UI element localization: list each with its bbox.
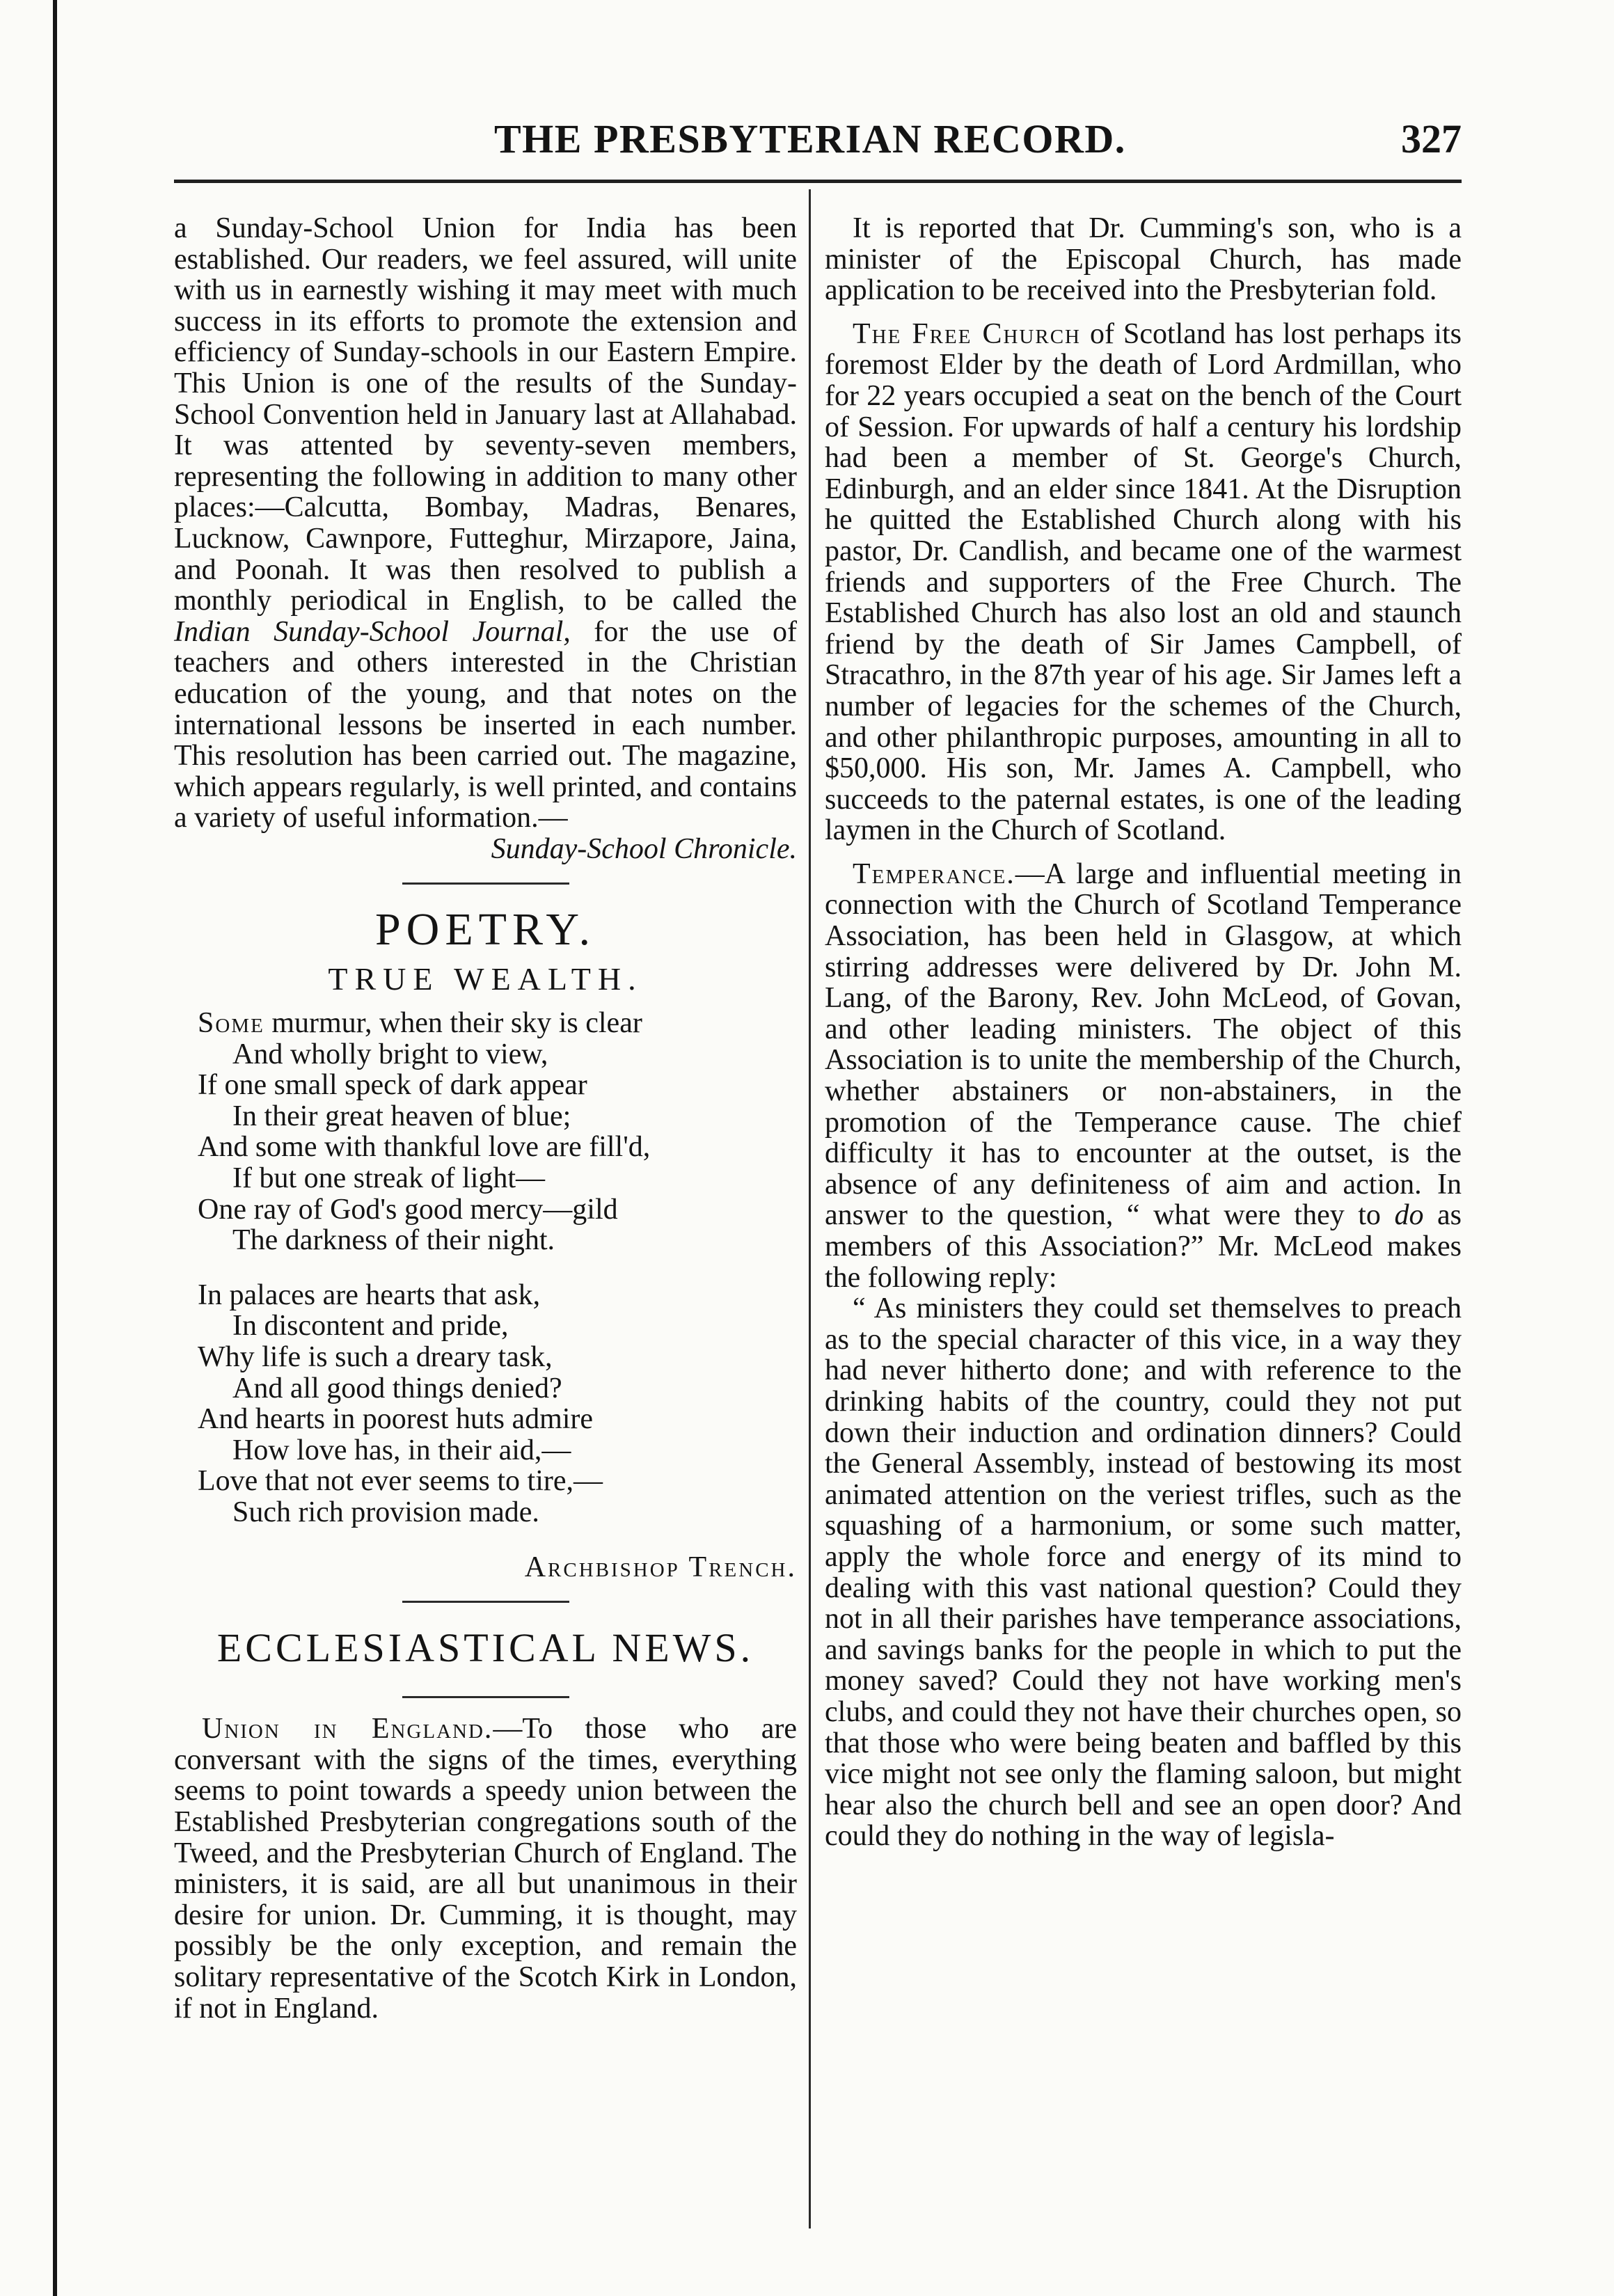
poem-line: And wholly bright to view, [232,1038,548,1070]
sunday-school-text: a Sunday-School Union for India has been established. Our readers, we feel assured, will unite with us in earnestly wishing it may meet with much success in its efforts to promote the extension and efficiency of Sunday-schools in our Eastern Empire. This Union is one of the results of the Sunday-School Convention held in January last at Allahabad. It was attented by seventy-seven members, representing the following in addition to many other places:—Calcutta, Bombay, Madras, Benares, Lucknow, Cawnpore, Futteghur, Mirzapore, Jaina, and Poonah. It was then resolved to publish a monthly periodical in English, to be called the [174,212,797,617]
poem-line: And some with thankful love are fill'd, [198,1131,651,1164]
left-column [174,213,797,2024]
poem-stanza-1 [198,1008,797,1256]
cumming-paragraph: It is reported that Dr. Cumming's son, who is a minister of the Episcopal Church, has made application to be received into the Presbyterian fold. [825,212,1462,307]
poem-line: In discontent and pride, [232,1310,509,1343]
union-paragraph [174,1713,797,2024]
journal-title: THE PRESBYTERIAN RECORD. [494,116,1126,161]
section-rule [402,1696,569,1698]
poem-stanza-2 [198,1280,797,1528]
union-text: —To those who are conversant with the signs of the times, everything seems to point towards a speedy union between the Established Presbyterian congregations south of the Tweed, and the Presbyterian Church of England. The ministers, it is said, are all but unanimous in their desire for union. Dr. Cumming, it is thought, may possibly be the only exception, and remain the solitary representative of the Scotch Kirk in London, if not in England. [174,1713,797,2025]
source-credit: Sunday-School Chronicle. [491,832,797,865]
right-column [825,213,1462,1852]
journal-name: Indian Sunday-School Journal, [174,615,571,648]
column-divider [809,189,811,2228]
ecclesiastical-news-heading: ECCLESIASTICAL NEWS. [216,1625,754,1671]
poem-line: In their great heaven of blue; [232,1100,571,1132]
poem-line: Why life is such a dreary task, [198,1341,553,1373]
section-rule [402,1601,569,1603]
running-head [167,111,1462,167]
binding-edge [53,0,57,2296]
union-lead: Union in England. [202,1713,493,1745]
poem-line: If but one streak of light— [232,1162,546,1195]
poem-line: In palaces are hearts that ask, [198,1278,541,1311]
free-church-paragraph [825,319,1462,846]
poetry-heading: POETRY. [374,904,596,956]
sunday-school-paragraph [174,213,797,834]
poem-line: If one small speck of dark appear [198,1069,587,1102]
poem-line: How love has, in their aid,— [232,1434,571,1466]
poem-first-word: Some [198,1007,264,1040]
temperance-text-end: as members of this Association?” Mr. McLeod makes the following reply: [825,1199,1462,1294]
poem-line: The darkness of their night. [232,1224,555,1257]
sunday-school-text-end: for the use of teachers and others interested in the Christian education of the young, and that notes on the international lessons be inserted in each number. This resolution has been carried out. The magazine, which appears regularly, is well printed, and contains a variety of useful information.— [174,615,797,834]
poem-line [198,1008,797,1039]
poem-line: Love that not ever seems to tire,— [198,1465,603,1498]
temperance-emphasis: do [1394,1199,1424,1232]
poem-line: Such rich provision made. [232,1496,539,1528]
poem-line: And hearts in poorest huts admire [198,1403,594,1436]
poem-line: One ray of God's good mercy—gild [198,1193,618,1226]
poem-line: And all good things denied? [232,1372,562,1404]
temperance-lead: Temperance. [853,857,1015,890]
temperance-text: —A large and influential meeting in connection with the Church of Scotland Temperance Association, has been held in Glasgow, at which stirring addresses were delivered by Dr. John M. Lang, of the Barony, Rev. John McLeod, of Govan, and other leading ministers. The object of this Association is to unite the membership of the Church, whether abstainers or non-abstainers, in the promotion of the Temperance cause. The chief difficulty it has to encounter at the outset, is the absence of any definiteness of aim and action. In answer to the question, “ what were they to [825,857,1462,1232]
poem [198,1008,797,1528]
header-rule [174,180,1462,183]
section-rule [402,882,569,885]
poem-title: TRUE WEALTH. [328,961,643,997]
poem-line-text: murmur, when their sky is clear [264,1007,642,1040]
free-church-text: of Scotland has lost perhaps its foremost Elder by the death of Lord Ardmillan, who for 22 years occupied a seat on the bench of the Court of Session. For upwards of half a century his lordship had been a member of St. George's Church, Edinburgh, and an elder since 1841. At the Disruption he quitted the Established Church along with his pastor, Dr. Candlish, and became one of the warmest friends and supporters of the Free Church. The Established Church has also lost an old and staunch friend by the death of Sir James Campbell, of Stracathro, in the 87th year of his age. Sir James left a number of legacies for the schemes of the Church, and other philanthropic purposes, amounting in all to $50,000. His son, Mr. James A. Campbell, who succeeds to the paternal estates, is one of the leading laymen in the Church of Scotland. [825,317,1462,847]
page-number: 327 [1401,116,1462,161]
mcleod-quote: “ As ministers they could set themselves to preach as to the special character of this vice, in a way they had never hitherto done; and with reference to the drinking habits of the country, could they not put down their induction and ordination dinners? Could the General Assembly, instead of bestowing its most animated attention on the veriest trifles, such as the squashing of a harmonium, or some such matter, apply the whole force and energy of its mind to dealing with this vast national question? Could they not in all their parishes have temperance associations, and savings banks for the people in which to put the money saved? Could they not have working men's clubs, and could they not have their churches open, so that those who were being beaten and baffled by this vice might not see only the flaming saloon, but might hear also the church bell and see an open door? And could they do nothing in the way of legisla- [825,1292,1462,1853]
temperance-paragraph [825,859,1462,1293]
poem-author: Archbishop Trench. [524,1551,797,1583]
free-church-lead: The Free Church [853,317,1081,350]
